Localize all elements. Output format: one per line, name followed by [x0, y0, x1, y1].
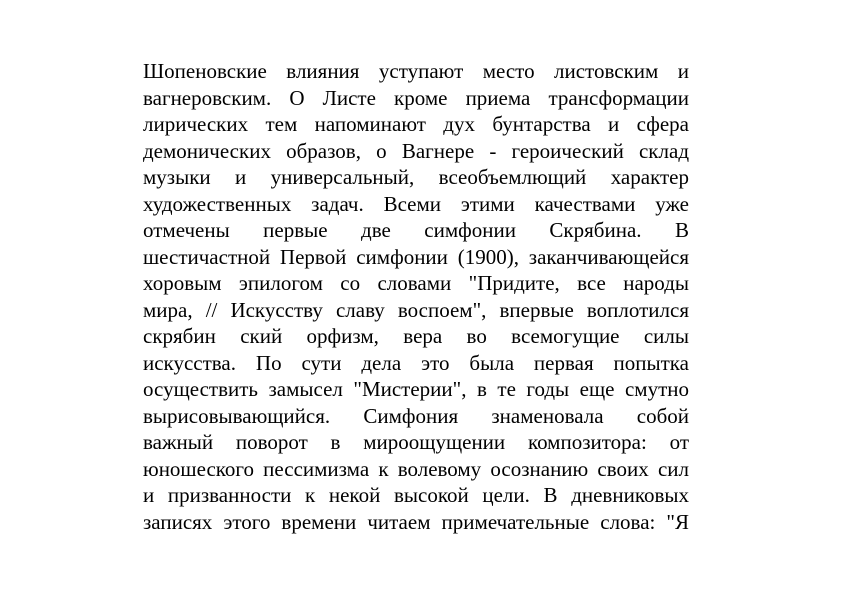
text-line: демонических образов, о Вагнере - героический склад: [143, 138, 689, 163]
text-line: и призванности к некой высокой цели. В дневниковых: [143, 483, 689, 507]
text-line: осуществить замысел "Мистерии", в те годы еще смутно: [143, 377, 689, 401]
text-line: искусства. По сути дела это была первая попытка: [143, 350, 689, 375]
text-line: вагнеровским. О Листе кроме приема трансформации: [143, 85, 689, 110]
text-line: важный поворот в мироощущении композитора: от: [143, 430, 689, 454]
text-line: отмечены первые две симфонии Скрябина. В: [143, 218, 689, 242]
text-line: хоровым эпилогом со словами "Придите, все народы: [143, 271, 689, 295]
text-line: юношеского пессимизма к волевому осознанию своих сил: [143, 456, 689, 481]
text-line: музыки и универсальный, всеобъемлющий характер: [143, 165, 689, 189]
text-line: художественных задач. Всеми этими качествами уже: [143, 191, 689, 216]
text-line: вырисовывающийся. Симфония знаменовала собой: [143, 403, 689, 428]
text-line: мира, // Искусству славу воспоем", впервые воплотился: [143, 297, 689, 322]
text-line: записях этого времени читаем примечательные слова: "Я: [143, 509, 689, 534]
text-line: шестичастной Первой симфонии (1900), заканчивающейся: [143, 244, 689, 269]
text-line: скрябин ский орфизм, вера во всемогущие силы: [143, 324, 689, 348]
text-line: лирических тем напоминают дух бунтарства и сфера: [143, 112, 689, 136]
text-line: Шопеновские влияния уступают место листовским и: [143, 59, 689, 83]
body-text: [143, 58, 689, 535]
